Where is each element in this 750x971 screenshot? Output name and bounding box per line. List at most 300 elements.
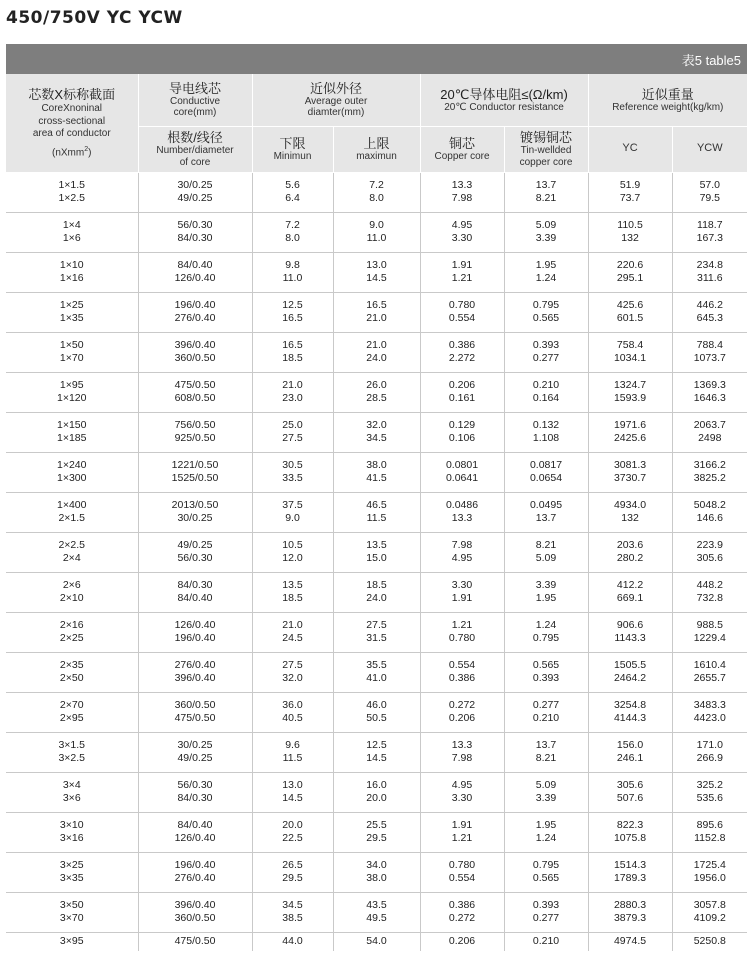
- cell-value: 27.5: [366, 619, 387, 631]
- cell-value: 0.277: [532, 352, 560, 364]
- cell-tinned-resistance: [504, 372, 588, 412]
- cell-value: 0.393: [532, 672, 560, 684]
- cell-value: 1324.7: [613, 379, 647, 391]
- cell-tinned-resistance: [504, 452, 588, 492]
- cell-value: 396/0.40: [174, 672, 216, 684]
- cell-diameter-max: [333, 372, 420, 412]
- cell-number-diameter: [138, 372, 252, 412]
- cell-number-diameter: [138, 892, 252, 932]
- cell-value: 3×6: [62, 792, 81, 804]
- cell-value: 1×300: [57, 472, 87, 484]
- cell-value: 1×50: [59, 339, 84, 351]
- cell-value: 276/0.40: [174, 659, 216, 671]
- cell-tinned-resistance: [504, 332, 588, 372]
- cell-diameter-max: [333, 292, 420, 332]
- cell-diameter-min: [252, 892, 333, 932]
- cell-value: 1725.4: [693, 859, 726, 871]
- header-resistance: 20℃导体电阻≤(Ω/km) 20℃ Conductor resistance: [420, 74, 588, 126]
- cell-diameter-max: [333, 452, 420, 492]
- header-conductive: 导电线芯 Conductive core(mm): [138, 74, 252, 126]
- header-ycw: YCW: [672, 126, 747, 172]
- cell-core: [6, 412, 138, 452]
- cell-value: 8.21: [535, 192, 557, 204]
- cell-value: 1×70: [59, 352, 84, 364]
- cell-value: 12.5: [366, 739, 387, 751]
- cell-value: 5.09: [535, 779, 557, 791]
- cell-value: 16.5: [282, 312, 303, 324]
- cell-weight-yc: [588, 692, 672, 732]
- cell-value: 27.5: [282, 659, 303, 671]
- cell-value: 79.5: [699, 192, 720, 204]
- cell-value: 203.6: [616, 539, 644, 551]
- cell-value: 35.5: [366, 659, 387, 671]
- cell-weight-ycw: [672, 372, 747, 412]
- cell-core: [6, 492, 138, 532]
- table-row: [6, 812, 747, 852]
- cell-value: 396/0.40: [174, 339, 216, 351]
- cell-weight-yc: [588, 812, 672, 852]
- cell-weight-yc: [588, 292, 672, 332]
- cell-value: 0.554: [448, 659, 476, 671]
- cell-value: 0.565: [532, 312, 560, 324]
- cell-value: 1×185: [57, 432, 87, 444]
- cell-core: [6, 572, 138, 612]
- cell-value: 49/0.25: [177, 752, 213, 764]
- table-row: [6, 332, 747, 372]
- cell-value: 13.3: [451, 512, 473, 524]
- cell-diameter-max: [333, 732, 420, 772]
- cell-value: 84/0.40: [177, 819, 213, 831]
- cell-number-diameter: [138, 572, 252, 612]
- cell-copper-resistance: [420, 492, 504, 532]
- cell-value: 14.5: [282, 792, 303, 804]
- cell-value: 0.565: [532, 659, 560, 671]
- cell-diameter-min: [252, 292, 333, 332]
- cell-value: 2425.6: [613, 432, 647, 444]
- cell-value: 1369.3: [693, 379, 726, 391]
- cell-value: 4109.2: [693, 912, 726, 924]
- cell-value: 0.210: [532, 935, 560, 947]
- cell-value: 0.0641: [445, 472, 479, 484]
- cell-value: 0.554: [448, 312, 476, 324]
- table-row: [6, 572, 747, 612]
- cell-value: 1×16: [59, 272, 84, 284]
- cell-weight-yc: [588, 492, 672, 532]
- cell-value: 3×25: [59, 859, 84, 871]
- cell-number-diameter: [138, 172, 252, 212]
- cell-weight-ycw: [672, 492, 747, 532]
- cell-value: 28.5: [366, 392, 387, 404]
- cell-tinned-resistance: [504, 692, 588, 732]
- table-row: [6, 852, 747, 892]
- cell-value: 2×50: [59, 672, 84, 684]
- cell-diameter-min: [252, 692, 333, 732]
- cell-value: 21.0: [282, 619, 303, 631]
- cell-value: 2×2.5: [58, 539, 86, 551]
- cell-value: 1646.3: [693, 392, 726, 404]
- cell-weight-ycw: [672, 772, 747, 812]
- cell-value: 2.272: [448, 352, 476, 364]
- table-row: [6, 652, 747, 692]
- cell-value: 1.24: [535, 832, 557, 844]
- header-weight: 近似重量 Reference weight(kg/km): [588, 74, 747, 126]
- cell-value: 3081.3: [613, 459, 647, 471]
- cell-core: [6, 652, 138, 692]
- cell-weight-ycw: [672, 212, 747, 252]
- cell-weight-yc: [588, 612, 672, 652]
- cell-value: 13.7: [535, 512, 557, 524]
- cell-value: 56/0.30: [177, 552, 213, 564]
- cell-value: 16.0: [366, 779, 387, 791]
- cell-value: 2×35: [59, 659, 84, 671]
- cell-value: 0.206: [448, 712, 476, 724]
- cell-value: 132: [621, 232, 639, 244]
- cell-value: 1×120: [57, 392, 87, 404]
- cell-value: 4423.0: [693, 712, 726, 724]
- cell-tinned-resistance: [504, 412, 588, 452]
- cell-copper-resistance: [420, 212, 504, 252]
- cell-value: 11.0: [366, 232, 387, 244]
- cell-value: 1.91: [451, 259, 473, 271]
- cell-core: [6, 772, 138, 812]
- cell-value: 196/0.40: [174, 299, 216, 311]
- table-row: [6, 492, 747, 532]
- table-row: [6, 732, 747, 772]
- cell-value: 13.5: [366, 539, 387, 551]
- cell-weight-yc: [588, 252, 672, 292]
- table-row: [6, 172, 747, 212]
- cell-weight-ycw: [672, 252, 747, 292]
- cell-value: 1×6: [62, 232, 81, 244]
- cell-value: 0.386: [448, 672, 476, 684]
- cell-value: 2×10: [59, 592, 84, 604]
- cell-diameter-max: [333, 932, 420, 951]
- cell-value: 756/0.50: [174, 419, 216, 431]
- cell-weight-ycw: [672, 932, 747, 951]
- cell-diameter-min: [252, 252, 333, 292]
- cell-value: 126/0.40: [174, 619, 216, 631]
- cell-value: 18.5: [282, 352, 303, 364]
- table-row: [6, 892, 747, 932]
- cell-value: 1×150: [57, 419, 87, 431]
- cell-weight-yc: [588, 212, 672, 252]
- table-row: [6, 612, 747, 652]
- cell-value: 34.0: [366, 859, 387, 871]
- cell-value: 3.30: [451, 792, 473, 804]
- cell-value: 0.780: [448, 299, 476, 311]
- cell-value: 276/0.40: [174, 872, 216, 884]
- cell-value: 41.0: [366, 672, 387, 684]
- cell-value: 13.3: [451, 739, 473, 751]
- cell-value: 32.0: [282, 672, 303, 684]
- cell-value: 2655.7: [693, 672, 726, 684]
- cell-value: 266.9: [696, 752, 723, 764]
- cell-value: 22.5: [282, 832, 303, 844]
- cell-value: 73.7: [619, 192, 641, 204]
- cell-tinned-resistance: [504, 532, 588, 572]
- cell-value: 3254.8: [613, 699, 647, 711]
- cell-value: 11.0: [282, 272, 303, 284]
- cell-value: 1514.3: [613, 859, 647, 871]
- cell-value: 25.0: [282, 419, 303, 431]
- cell-value: 0.210: [532, 379, 560, 391]
- cell-value: 988.5: [696, 619, 723, 631]
- cell-value: 1073.7: [693, 352, 726, 364]
- cell-value: 167.3: [696, 232, 723, 244]
- cell-value: 0.206: [448, 379, 476, 391]
- cell-value: 448.2: [696, 579, 723, 591]
- cell-core: [6, 292, 138, 332]
- cell-weight-ycw: [672, 732, 747, 772]
- cell-value: 30.5: [282, 459, 303, 471]
- cell-weight-yc: [588, 732, 672, 772]
- cell-value: 0.0495: [529, 499, 563, 511]
- cell-value: 1×95: [59, 379, 84, 391]
- cell-value: 0.129: [448, 419, 476, 431]
- cell-copper-resistance: [420, 332, 504, 372]
- cell-value: 3166.2: [693, 459, 726, 471]
- cell-weight-ycw: [672, 532, 747, 572]
- cell-tinned-resistance: [504, 892, 588, 932]
- cell-value: 0.161: [448, 392, 476, 404]
- cell-value: 0.795: [532, 859, 560, 871]
- cell-number-diameter: [138, 812, 252, 852]
- cell-weight-yc: [588, 452, 672, 492]
- cell-value: 40.5: [282, 712, 303, 724]
- cell-tinned-resistance: [504, 932, 588, 951]
- cell-value: 280.2: [616, 552, 644, 564]
- cell-diameter-min: [252, 772, 333, 812]
- cell-diameter-min: [252, 612, 333, 652]
- cell-core: [6, 692, 138, 732]
- cell-diameter-min: [252, 932, 333, 951]
- cell-core: [6, 532, 138, 572]
- cell-tinned-resistance: [504, 572, 588, 612]
- cell-copper-resistance: [420, 932, 504, 951]
- cell-value: 3.30: [451, 579, 473, 591]
- cell-value: 1.95: [535, 819, 557, 831]
- cell-value: 3879.3: [613, 912, 647, 924]
- cell-weight-yc: [588, 372, 672, 412]
- cell-value: 21.0: [366, 339, 387, 351]
- cell-copper-resistance: [420, 252, 504, 292]
- cell-value: 5048.2: [693, 499, 726, 511]
- cell-value: 3×95: [59, 935, 84, 947]
- cell-value: 0.386: [448, 339, 476, 351]
- cell-core: [6, 172, 138, 212]
- cell-value: 0.554: [448, 872, 476, 884]
- cell-value: 30/0.25: [177, 179, 213, 191]
- cell-diameter-max: [333, 412, 420, 452]
- cell-value: 758.4: [616, 339, 644, 351]
- cell-number-diameter: [138, 692, 252, 732]
- cell-value: 25.5: [366, 819, 387, 831]
- cell-copper-resistance: [420, 812, 504, 852]
- cell-value: 788.4: [696, 339, 723, 351]
- cell-value: 29.5: [366, 832, 387, 844]
- cell-copper-resistance: [420, 852, 504, 892]
- cell-number-diameter: [138, 492, 252, 532]
- cell-diameter-min: [252, 852, 333, 892]
- cell-value: 0.795: [532, 299, 560, 311]
- cell-value: 1221/0.50: [171, 459, 219, 471]
- cell-weight-yc: [588, 772, 672, 812]
- cell-value: 54.0: [366, 935, 387, 947]
- cell-value: 12.5: [282, 299, 303, 311]
- cell-value: 9.0: [369, 219, 384, 231]
- cell-value: 4934.0: [613, 499, 647, 511]
- cell-diameter-max: [333, 812, 420, 852]
- cell-value: 56/0.30: [177, 779, 213, 791]
- cell-value: 1×2.5: [58, 192, 86, 204]
- cell-value: 0.386: [448, 899, 476, 911]
- cell-value: 1143.3: [614, 632, 646, 644]
- cell-value: 396/0.40: [174, 899, 216, 911]
- cell-value: 5.09: [535, 219, 557, 231]
- cell-value: 2×6: [62, 579, 81, 591]
- cell-value: 0.272: [448, 912, 476, 924]
- cell-core: [6, 612, 138, 652]
- cell-value: 110.5: [617, 219, 643, 231]
- cell-value: 0.132: [532, 419, 560, 431]
- cell-diameter-min: [252, 652, 333, 692]
- cell-value: 0.277: [532, 912, 560, 924]
- cell-value: 84/0.30: [177, 792, 213, 804]
- cell-copper-resistance: [420, 532, 504, 572]
- cell-weight-yc: [588, 932, 672, 951]
- cell-diameter-min: [252, 372, 333, 412]
- cell-value: 13.7: [535, 739, 557, 751]
- cell-value: 38.5: [282, 912, 303, 924]
- cell-value: 50.5: [366, 712, 387, 724]
- cell-number-diameter: [138, 452, 252, 492]
- cell-value: 46.0: [366, 699, 387, 711]
- cell-tinned-resistance: [504, 652, 588, 692]
- cell-tinned-resistance: [504, 732, 588, 772]
- cell-copper-resistance: [420, 652, 504, 692]
- cell-tinned-resistance: [504, 212, 588, 252]
- cell-value: 21.0: [366, 312, 387, 324]
- cell-value: 1525/0.50: [171, 472, 219, 484]
- cell-value: 3730.7: [613, 472, 647, 484]
- cell-diameter-max: [333, 852, 420, 892]
- cell-diameter-max: [333, 892, 420, 932]
- table-body: [6, 172, 747, 951]
- cell-value: 0.272: [448, 699, 476, 711]
- cell-value: 21.0: [282, 379, 303, 391]
- cell-value: 446.2: [696, 299, 723, 311]
- cell-diameter-max: [333, 172, 420, 212]
- cell-value: 0.164: [532, 392, 560, 404]
- cell-value: 601.5: [616, 312, 644, 324]
- header-core: 芯数X标称截面 CoreXnoninal cross-sectional area of conductor (nXmm$^2$): [6, 74, 138, 172]
- cell-diameter-min: [252, 492, 333, 532]
- cell-value: 1505.5: [613, 659, 647, 671]
- cell-value: 27.5: [282, 432, 303, 444]
- cell-value: 507.6: [616, 792, 644, 804]
- cell-value: 84/0.30: [177, 232, 213, 244]
- cell-value: 234.8: [696, 259, 723, 271]
- cell-value: 0.780: [448, 859, 476, 871]
- cell-value: 223.9: [696, 539, 723, 551]
- cell-value: 8.0: [285, 232, 300, 244]
- cell-value: 2013/0.50: [171, 499, 219, 511]
- cell-value: 220.6: [616, 259, 644, 271]
- cell-tinned-resistance: [504, 292, 588, 332]
- cell-number-diameter: [138, 652, 252, 692]
- cell-value: 5.6: [285, 179, 300, 191]
- cell-value: 305.6: [616, 779, 644, 791]
- cell-weight-yc: [588, 332, 672, 372]
- cell-number-diameter: [138, 332, 252, 372]
- cell-core: [6, 852, 138, 892]
- cell-number-diameter: [138, 212, 252, 252]
- cell-value: 246.1: [616, 752, 644, 764]
- cell-value: 15.0: [366, 552, 387, 564]
- cell-diameter-max: [333, 772, 420, 812]
- cell-value: 34.5: [366, 432, 387, 444]
- cell-value: 2×4: [62, 552, 81, 564]
- cell-value: 84/0.40: [177, 592, 213, 604]
- cell-value: 475/0.50: [174, 712, 216, 724]
- cell-value: 118.7: [697, 219, 723, 231]
- cell-value: 57.0: [699, 179, 720, 191]
- cell-value: 29.5: [282, 872, 303, 884]
- cell-value: 669.1: [616, 592, 644, 604]
- cell-value: 1.24: [535, 619, 557, 631]
- cell-value: 11.5: [366, 512, 387, 524]
- cell-copper-resistance: [420, 692, 504, 732]
- cell-value: 412.2: [616, 579, 644, 591]
- cell-core: [6, 332, 138, 372]
- cell-weight-yc: [588, 652, 672, 692]
- cell-diameter-min: [252, 532, 333, 572]
- cell-value: 4.95: [451, 219, 473, 231]
- cell-copper-resistance: [420, 172, 504, 212]
- cell-value: 20.0: [366, 792, 387, 804]
- cell-value: 1956.0: [693, 872, 726, 884]
- cell-core: [6, 372, 138, 412]
- cell-copper-resistance: [420, 572, 504, 612]
- cell-value: 2×70: [59, 699, 84, 711]
- cell-copper-resistance: [420, 292, 504, 332]
- cell-weight-ycw: [672, 852, 747, 892]
- cell-value: 0.210: [532, 712, 560, 724]
- cell-weight-ycw: [672, 172, 747, 212]
- cell-weight-yc: [588, 412, 672, 452]
- page-title: 450/750V YC YCW: [6, 8, 183, 28]
- header-yc: YC: [588, 126, 672, 172]
- cell-value: 41.5: [366, 472, 387, 484]
- cell-value: 0.0817: [529, 459, 563, 471]
- cell-value: 9.6: [285, 739, 300, 751]
- cell-weight-yc: [588, 172, 672, 212]
- cell-tinned-resistance: [504, 612, 588, 652]
- cell-value: 425.6: [616, 299, 644, 311]
- cell-value: 1.24: [535, 272, 557, 284]
- cell-value: 44.0: [282, 935, 303, 947]
- cell-diameter-min: [252, 412, 333, 452]
- cell-value: 10.5: [282, 539, 303, 551]
- cell-value: 56/0.30: [177, 219, 213, 231]
- cell-value: 4.95: [451, 779, 473, 791]
- cell-value: 906.6: [616, 619, 644, 631]
- cell-value: 360/0.50: [174, 352, 216, 364]
- cell-value: 26.5: [282, 859, 303, 871]
- cell-value: 925/0.50: [174, 432, 216, 444]
- cell-value: 7.2: [285, 219, 300, 231]
- cell-value: 30/0.25: [177, 512, 213, 524]
